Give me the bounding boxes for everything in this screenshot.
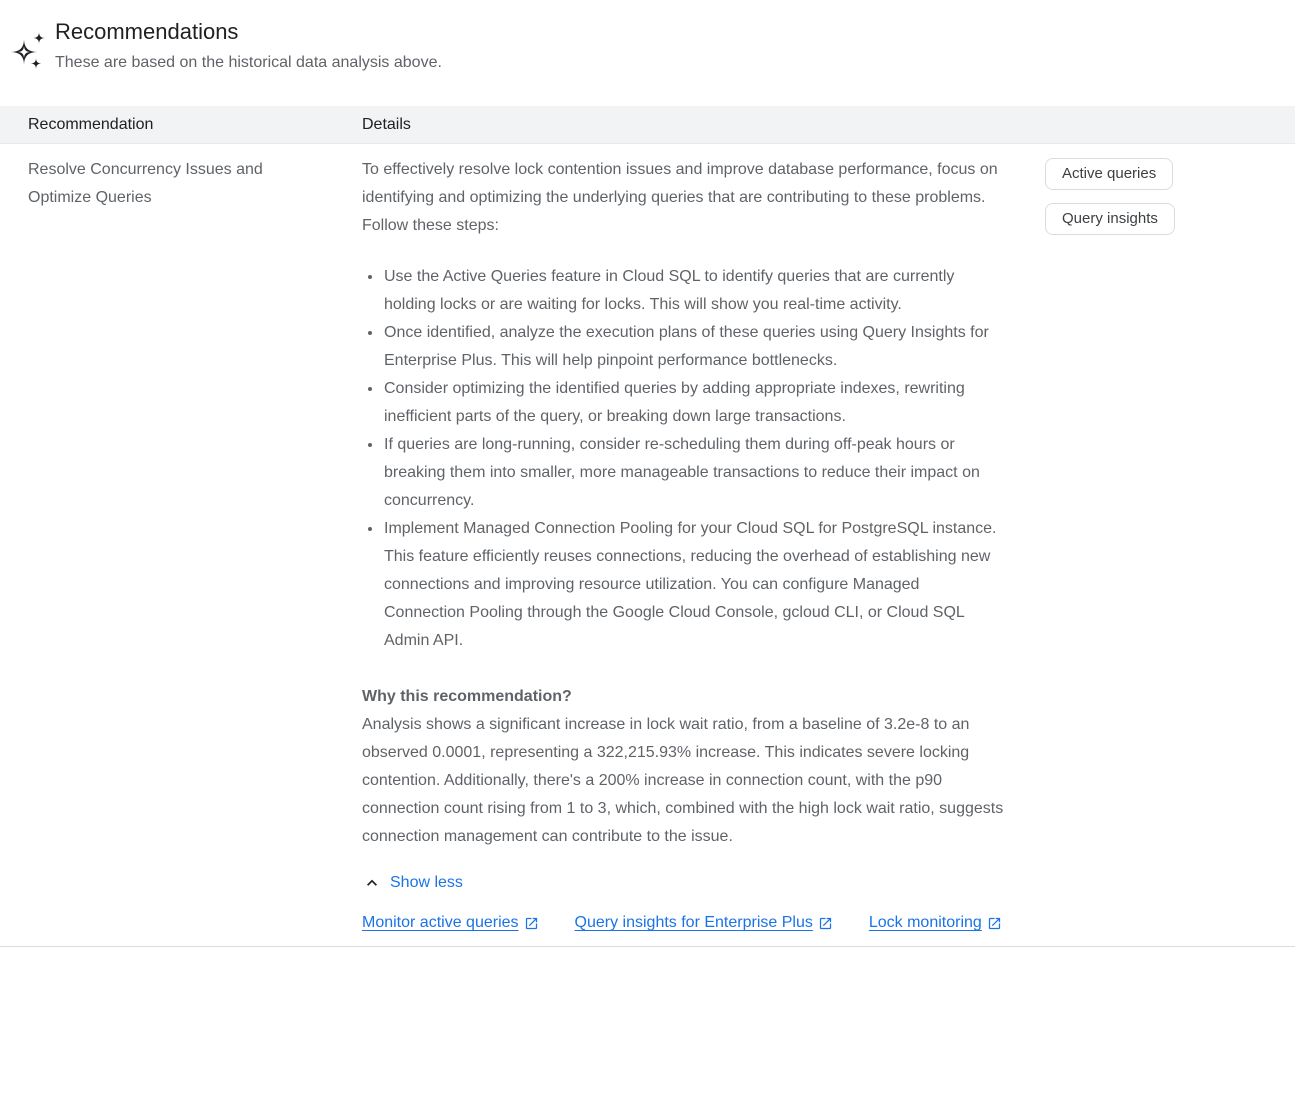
open-in-new-icon	[987, 916, 1002, 931]
recommendations-header	[0, 0, 1295, 106]
show-less-label: Show less	[390, 874, 463, 891]
details-intro: To effectively resolve lock contention issues and improve database performance, focus on identifying and optimizing the underlying queries that are contributing to these problems. Follow these steps:	[362, 161, 998, 234]
query-insights-chip[interactable]: Query insights	[1045, 203, 1175, 235]
bullet-item: • Once identified, analyze the execution plans of these queries using Query Insights for Enterprise Plus. This will help pinpoint performance bottlenecks.	[383, 319, 1002, 375]
link-lock-monitoring[interactable]: Lock monitoring	[869, 909, 1002, 937]
details-cell	[334, 156, 1010, 937]
why-recommendation-text: Analysis shows a significant increase in lock wait ratio, from a baseline of 3.2e-8 to an observed 0.0001, representing a 322,215.93% increase. This indicates severe locking contention. Additionally, there's a 200% increase in connection count, with the p90 connection count rising from 1 to 3, which, combined with the high lock wait ratio, suggests connection management can contribute to the issue.	[362, 716, 1004, 845]
bullet-item: • Consider optimizing the identified queries by adding appropriate indexes, rewriting inefficient parts of the query, or breaking down large transactions.	[383, 375, 1002, 431]
open-in-new-icon	[524, 916, 539, 931]
table-header-row	[0, 106, 1295, 144]
details-bullet-list	[362, 263, 1002, 655]
page-subtitle: These are based on the historical data analysis above.	[55, 54, 442, 71]
page-title: Recommendations	[55, 19, 239, 44]
column-header-recommendation: Recommendation	[28, 115, 154, 133]
recommendation-title: Resolve Concurrency Issues and Optimize Queries	[28, 161, 263, 206]
link-monitor-active-queries[interactable]: Monitor active queries	[362, 909, 539, 937]
bullet-item: • Implement Managed Connection Pooling for your Cloud SQL for PostgreSQL instance. This feature efficiently reuses connections, reducing the overhead of establishing new connections and improving resource utilization. You can configure Managed Connection Pooling through the Google Cloud Console, gcloud CLI, or Cloud SQL Admin API.	[383, 515, 1002, 655]
link-query-insights-enterprise-plus[interactable]: Query insights for Enterprise Plus	[575, 909, 833, 937]
bullet-item: • Use the Active Queries feature in Cloud SQL to identify queries that are currently holding locks or are waiting for locks. This will show you real-time activity.	[383, 263, 1002, 319]
show-less-button[interactable]	[362, 869, 463, 897]
recommendation-cell	[0, 156, 334, 212]
chevron-up-icon	[362, 873, 382, 893]
open-in-new-icon	[818, 916, 833, 931]
column-header-details: Details	[362, 115, 411, 133]
why-recommendation-heading: Why this recommendation?	[362, 688, 572, 705]
reference-links	[362, 909, 1010, 937]
gemini-sparkle-icon	[8, 18, 55, 72]
action-chips	[1045, 156, 1295, 235]
table-row	[0, 144, 1295, 947]
bullet-item: • If queries are long-running, consider re-scheduling them during off-peak hours or breaking them into smaller, more manageable transactions to reduce their impact on concurrency.	[383, 431, 1002, 515]
actions-cell	[1010, 156, 1295, 235]
active-queries-chip[interactable]: Active queries	[1045, 158, 1173, 190]
